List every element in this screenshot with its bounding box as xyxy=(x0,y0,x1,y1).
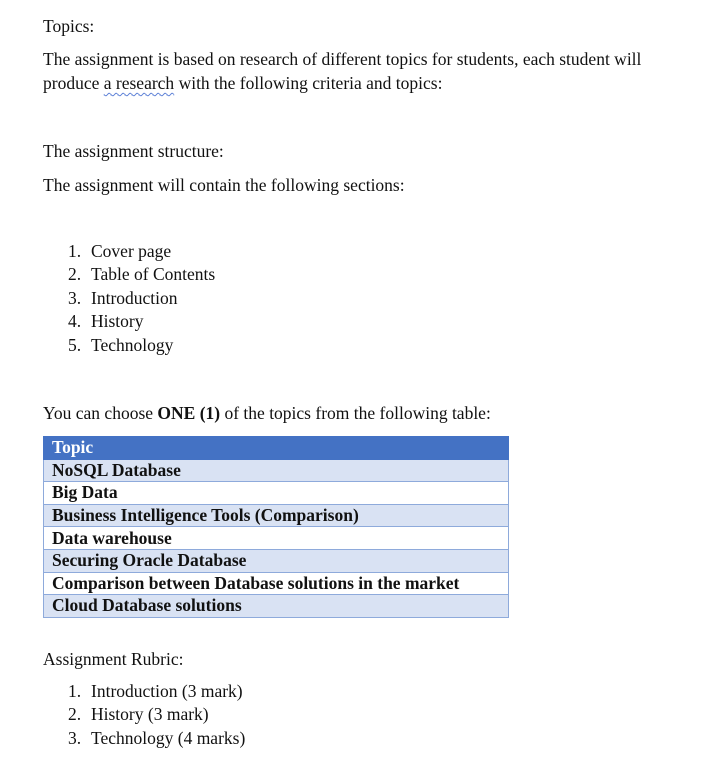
sections-list xyxy=(68,240,215,357)
list-item: 3. Technology (4 marks) xyxy=(68,727,246,748)
list-item: 2. Table of Contents xyxy=(68,264,216,285)
table-header-cell: Topic xyxy=(44,437,509,460)
rubric-heading: Assignment Rubric: xyxy=(43,649,184,669)
structure-heading: The assignment structure: xyxy=(43,141,224,161)
intro-line-2-after: with the following criteria and topics: xyxy=(174,73,443,93)
table-cell: Big Data xyxy=(44,482,509,505)
list-item: 1. Cover page xyxy=(68,241,172,261)
table-row xyxy=(44,572,509,595)
topics-heading: Topics: xyxy=(43,16,95,36)
table-cell: Cloud Database solutions xyxy=(44,595,509,618)
list-item: 4. History xyxy=(68,311,144,332)
table-row xyxy=(44,504,509,527)
table-row xyxy=(44,549,509,572)
list-item: 5. Technology xyxy=(68,334,174,355)
table-row xyxy=(44,595,509,618)
intro-line-2 xyxy=(43,71,442,95)
intro-line-2-before: produce xyxy=(43,73,104,93)
choose-instruction: You can choose ONE (1) of the topics from the following table: xyxy=(43,403,491,423)
grammar-marked-text[interactable]: a research xyxy=(103,73,175,93)
table-row xyxy=(44,527,509,550)
intro-line-1: The assignment is based on research of different topics for students, each student will xyxy=(43,49,642,69)
list-item: 3. Introduction xyxy=(68,287,178,308)
table-cell: Data warehouse xyxy=(44,527,509,550)
list-item: 1. Introduction (3 mark) xyxy=(68,681,243,701)
table-row xyxy=(44,459,509,482)
topic-table xyxy=(43,436,509,618)
table-cell: Securing Oracle Database xyxy=(44,549,509,572)
table-row xyxy=(44,482,509,505)
table-cell: Business Intelligence Tools (Comparison) xyxy=(44,504,509,527)
table-cell: Comparison between Database solutions in the market xyxy=(44,572,509,595)
rubric-list xyxy=(68,680,245,750)
choose-count: ONE (1) xyxy=(157,403,221,423)
sections-intro: The assignment will contain the following sections: xyxy=(43,175,405,195)
table-header-row xyxy=(44,437,509,460)
table-cell: NoSQL Database xyxy=(44,459,509,482)
list-item: 2. History (3 mark) xyxy=(68,704,209,725)
